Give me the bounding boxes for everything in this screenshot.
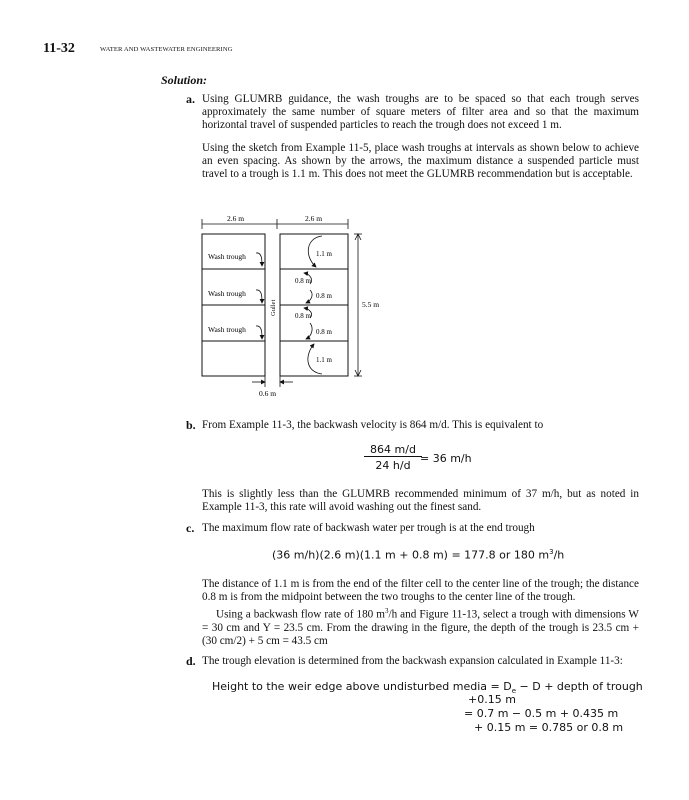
- fraction-denominator: 24 h/d: [375, 459, 411, 472]
- part-d-text: The trough elevation is determined from the backwash expansion calculated in Example 11-3:: [202, 655, 623, 667]
- trough-selection-part-2: /h and Figure 11-13, select a trough with dimensions W = 30 cm and Y = 23.5 cm. From the drawing in the figure, the depth of the trough is 23.5 cm + (30 cm/2) + 5 cm = 43.5 cm: [202, 608, 639, 648]
- height-dimension-line: [354, 234, 362, 376]
- gullet-width-label: 0.6 m: [259, 389, 277, 398]
- trough-selection-paragraph: [202, 605, 639, 648]
- height-equation-line-2: +0.15 m: [468, 693, 516, 706]
- page-number: 11-32: [43, 41, 75, 56]
- height-eq-left: Height to the weir edge above undisturbed media = D: [212, 680, 512, 693]
- fraction-result: = 36 m/h: [420, 452, 472, 465]
- flow-rate-equation-main: (36 m/h)(2.6 m)(1.1 m + 0.8 m) = 177.8 or 180 m: [272, 548, 550, 562]
- trough-arrow-1: [256, 253, 262, 266]
- flow-rate-equation: [272, 548, 564, 562]
- running-title: WATER AND WASTEWATER ENGINEERING: [100, 46, 233, 53]
- part-c-text: The maximum flow rate of backwash water per trough is at the end trough: [202, 522, 535, 534]
- velocity-fraction: [364, 443, 422, 472]
- trough-layout-figure: [190, 210, 400, 400]
- distance-b1: 0.8 m: [295, 312, 311, 320]
- wash-trough-label-3: Wash trough: [208, 325, 246, 334]
- height-equation-line-1: [212, 680, 643, 695]
- dim-left-width: 2.6 m: [227, 214, 245, 223]
- distance-b2: 0.8 m: [316, 328, 332, 336]
- distance-end-top: 1.1 m: [316, 250, 332, 258]
- trough-arrow-3: [256, 326, 262, 339]
- trough-arrow-2: [256, 290, 262, 303]
- distance-a2: 0.8 m: [316, 292, 332, 300]
- wash-trough-label-2: Wash trough: [208, 289, 246, 298]
- part-b-text: From Example 11-3, the backwash velocity is 864 m/d. This is equivalent to: [202, 419, 544, 431]
- wash-trough-label-1: Wash trough: [208, 252, 246, 261]
- gullet-label: Gullet: [270, 299, 277, 316]
- part-a-paragraph-1: Using GLUMRB guidance, the wash troughs are to be spaced so that each trough serves approximately the same number of square meters of filter area and so that the maximum horizontal travel of suspended particles to reach the trough does not exceed 1 m.: [202, 93, 639, 132]
- solution-heading: Solution:: [161, 73, 208, 87]
- width-dimension-line: [202, 219, 348, 229]
- part-d-label: d.: [186, 654, 196, 668]
- part-a-paragraph-2: Using the sketch from Example 11-5, place wash troughs at intervals as shown below to achieve an even spacing. As shown by the arrows, the maximum distance a suspended particle must travel to a trough is 1.1 m. This does not meet the GLUMRB recommendation but is acceptable.: [202, 142, 639, 181]
- particle-path-a2: [306, 290, 312, 303]
- trough-selection-part-1: Using a backwash flow rate of 180 m: [216, 608, 385, 621]
- flow-rate-equation-sup: 3: [549, 548, 554, 556]
- distance-end-bottom: 1.1 m: [316, 356, 332, 364]
- filter-cells-right: [280, 234, 348, 376]
- height-eq-right: − D + depth of trough: [516, 680, 643, 693]
- particle-path-b2: [306, 323, 312, 339]
- height-equation-line-3: = 0.7 m − 0.5 m + 0.435 m: [464, 707, 619, 720]
- gullet-width-dimension: [252, 376, 293, 387]
- flow-rate-equation-tail: /h: [553, 548, 565, 562]
- fraction-numerator: 864 m/d: [364, 443, 422, 457]
- total-height-label: 5.5 m: [362, 300, 380, 309]
- part-b-note: This is slightly less than the GLUMRB recommended minimum of 37 m/h, but as noted in Example 11-3, this rate will avoid washing out the finest sand.: [202, 488, 639, 514]
- dim-right-width: 2.6 m: [305, 214, 323, 223]
- part-c-label: c.: [186, 521, 195, 535]
- distance-explanation: The distance of 1.1 m is from the end of the filter cell to the center line of the trough; the distance 0.8 m is from the midpoint between the two troughs to the center line of the trough.: [202, 578, 639, 604]
- distance-a1: 0.8 m: [295, 277, 311, 285]
- height-eq-sub: e: [511, 687, 517, 696]
- trough-selection-sup: 3: [384, 607, 389, 615]
- part-b-label: b.: [186, 418, 196, 432]
- part-a-label: a.: [186, 92, 195, 106]
- height-equation-line-4: + 0.15 m = 0.785 or 0.8 m: [474, 721, 624, 734]
